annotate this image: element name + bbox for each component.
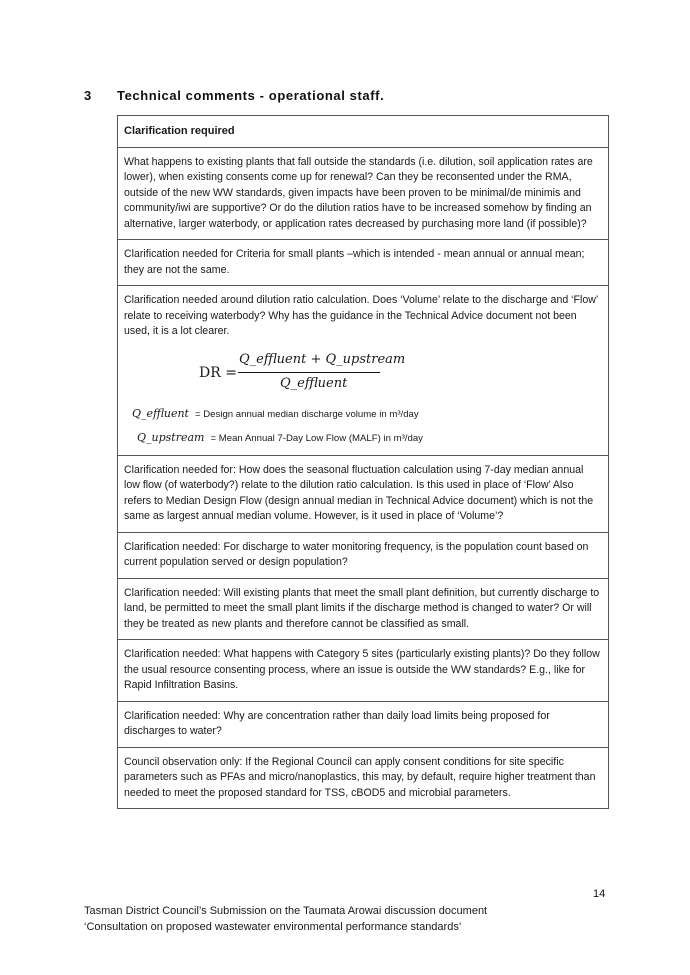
footer-line: Tasman District Council’s Submission on the Taumata Arowai discussion document	[84, 905, 488, 917]
formula-numerator: Q_effluent + Q_upstream	[239, 351, 406, 367]
table-row: Clarification needed for: How does the seasonal fluctuation calculation using 7-day median annual low flow (of waterbody?) relate to the dilution ratio calculation. Is this used in place of ‘Flow’ Also refers to Median Design Flow (design annual median in Technical Advice document) which is not the same as largest annual median volume. However, is it used in place of ‘Volume’?	[118, 455, 608, 532]
legend-symbol: Q_effluent	[132, 406, 189, 420]
legend-text: = Design annual median discharge volume in m³/day	[194, 408, 419, 420]
table-row-dilution	[118, 285, 608, 455]
legend-text: = Mean Annual 7-Day Low Flow (MALF) in m³/day	[210, 432, 423, 444]
fraction-bar	[238, 372, 380, 373]
document-footer	[84, 904, 487, 935]
legend-item	[132, 406, 419, 423]
dilution-ratio-formula	[124, 350, 602, 400]
page-number: 14	[593, 888, 606, 900]
section-title: Technical comments - operational staff.	[117, 88, 385, 103]
table-row-text: Clarification needed around dilution ratio calculation. Does ‘Volume’ relate to the discharge and ‘Flow’ relate to receiving waterbody? Why has the guidance in the Technical Advice document not been used, it is a lot clearer.	[124, 294, 598, 337]
legend-symbol: Q_upstream	[137, 430, 205, 444]
table-row: Clarification needed: What happens with Category 5 sites (particularly existing plants)? Do they follow the usual resource consenting process, where an issue is outside the WW standards? E.g., like for Rapid Infiltration Basins.	[118, 639, 608, 701]
table-row: Clarification needed for Criteria for small plants –which is intended - mean annual or annual mean; they are not the same.	[118, 239, 608, 285]
footer-line: ‘Consultation on proposed wastewater environmental performance standards’	[84, 920, 462, 933]
clarification-table	[117, 115, 609, 809]
table-row: Council observation only: If the Regional Council can apply consent conditions for site specific parameters such as PFAs and micro/nanoplastics, this may, by default, require higher treatment than needed to meet the proposed standard for TSS, cBOD5 and microbial parameters.	[118, 747, 608, 809]
formula-lhs: DR =	[199, 364, 237, 381]
table-row: Clarification needed: For discharge to water monitoring frequency, is the population count based on current population served or design population?	[118, 532, 608, 578]
section-heading	[84, 88, 384, 103]
legend-item	[137, 430, 423, 447]
table-row: Clarification needed: Why are concentration rather than daily load limits being proposed for discharges to water?	[118, 701, 608, 747]
formula-denominator: Q_effluent	[280, 375, 348, 391]
section-number: 3	[84, 88, 92, 103]
table-row: Clarification needed: Will existing plants that meet the small plant definition, but currently discharge to land, be permitted to meet the small plant limits if the discharge method is changed to water? Or will they be treated as new plants and therefore cannot be classified as small.	[118, 578, 608, 640]
formula-legend	[124, 402, 602, 448]
table-row: What happens to existing plants that fall outside the standards (i.e. dilution, soil application rates are lower), when existing consents come up for renewal? Can they be reconsented under the RMA, outside of the new WW standards, given impacts have been proven to be minimal/de minimis and community/iwi are supportive? Or do the dilution ratios have to be increased somehow by finding an alternative, larger waterbody, or application rates decreased by purchasing more land (if possible)?	[118, 147, 608, 240]
table-header: Clarification required	[124, 125, 235, 137]
